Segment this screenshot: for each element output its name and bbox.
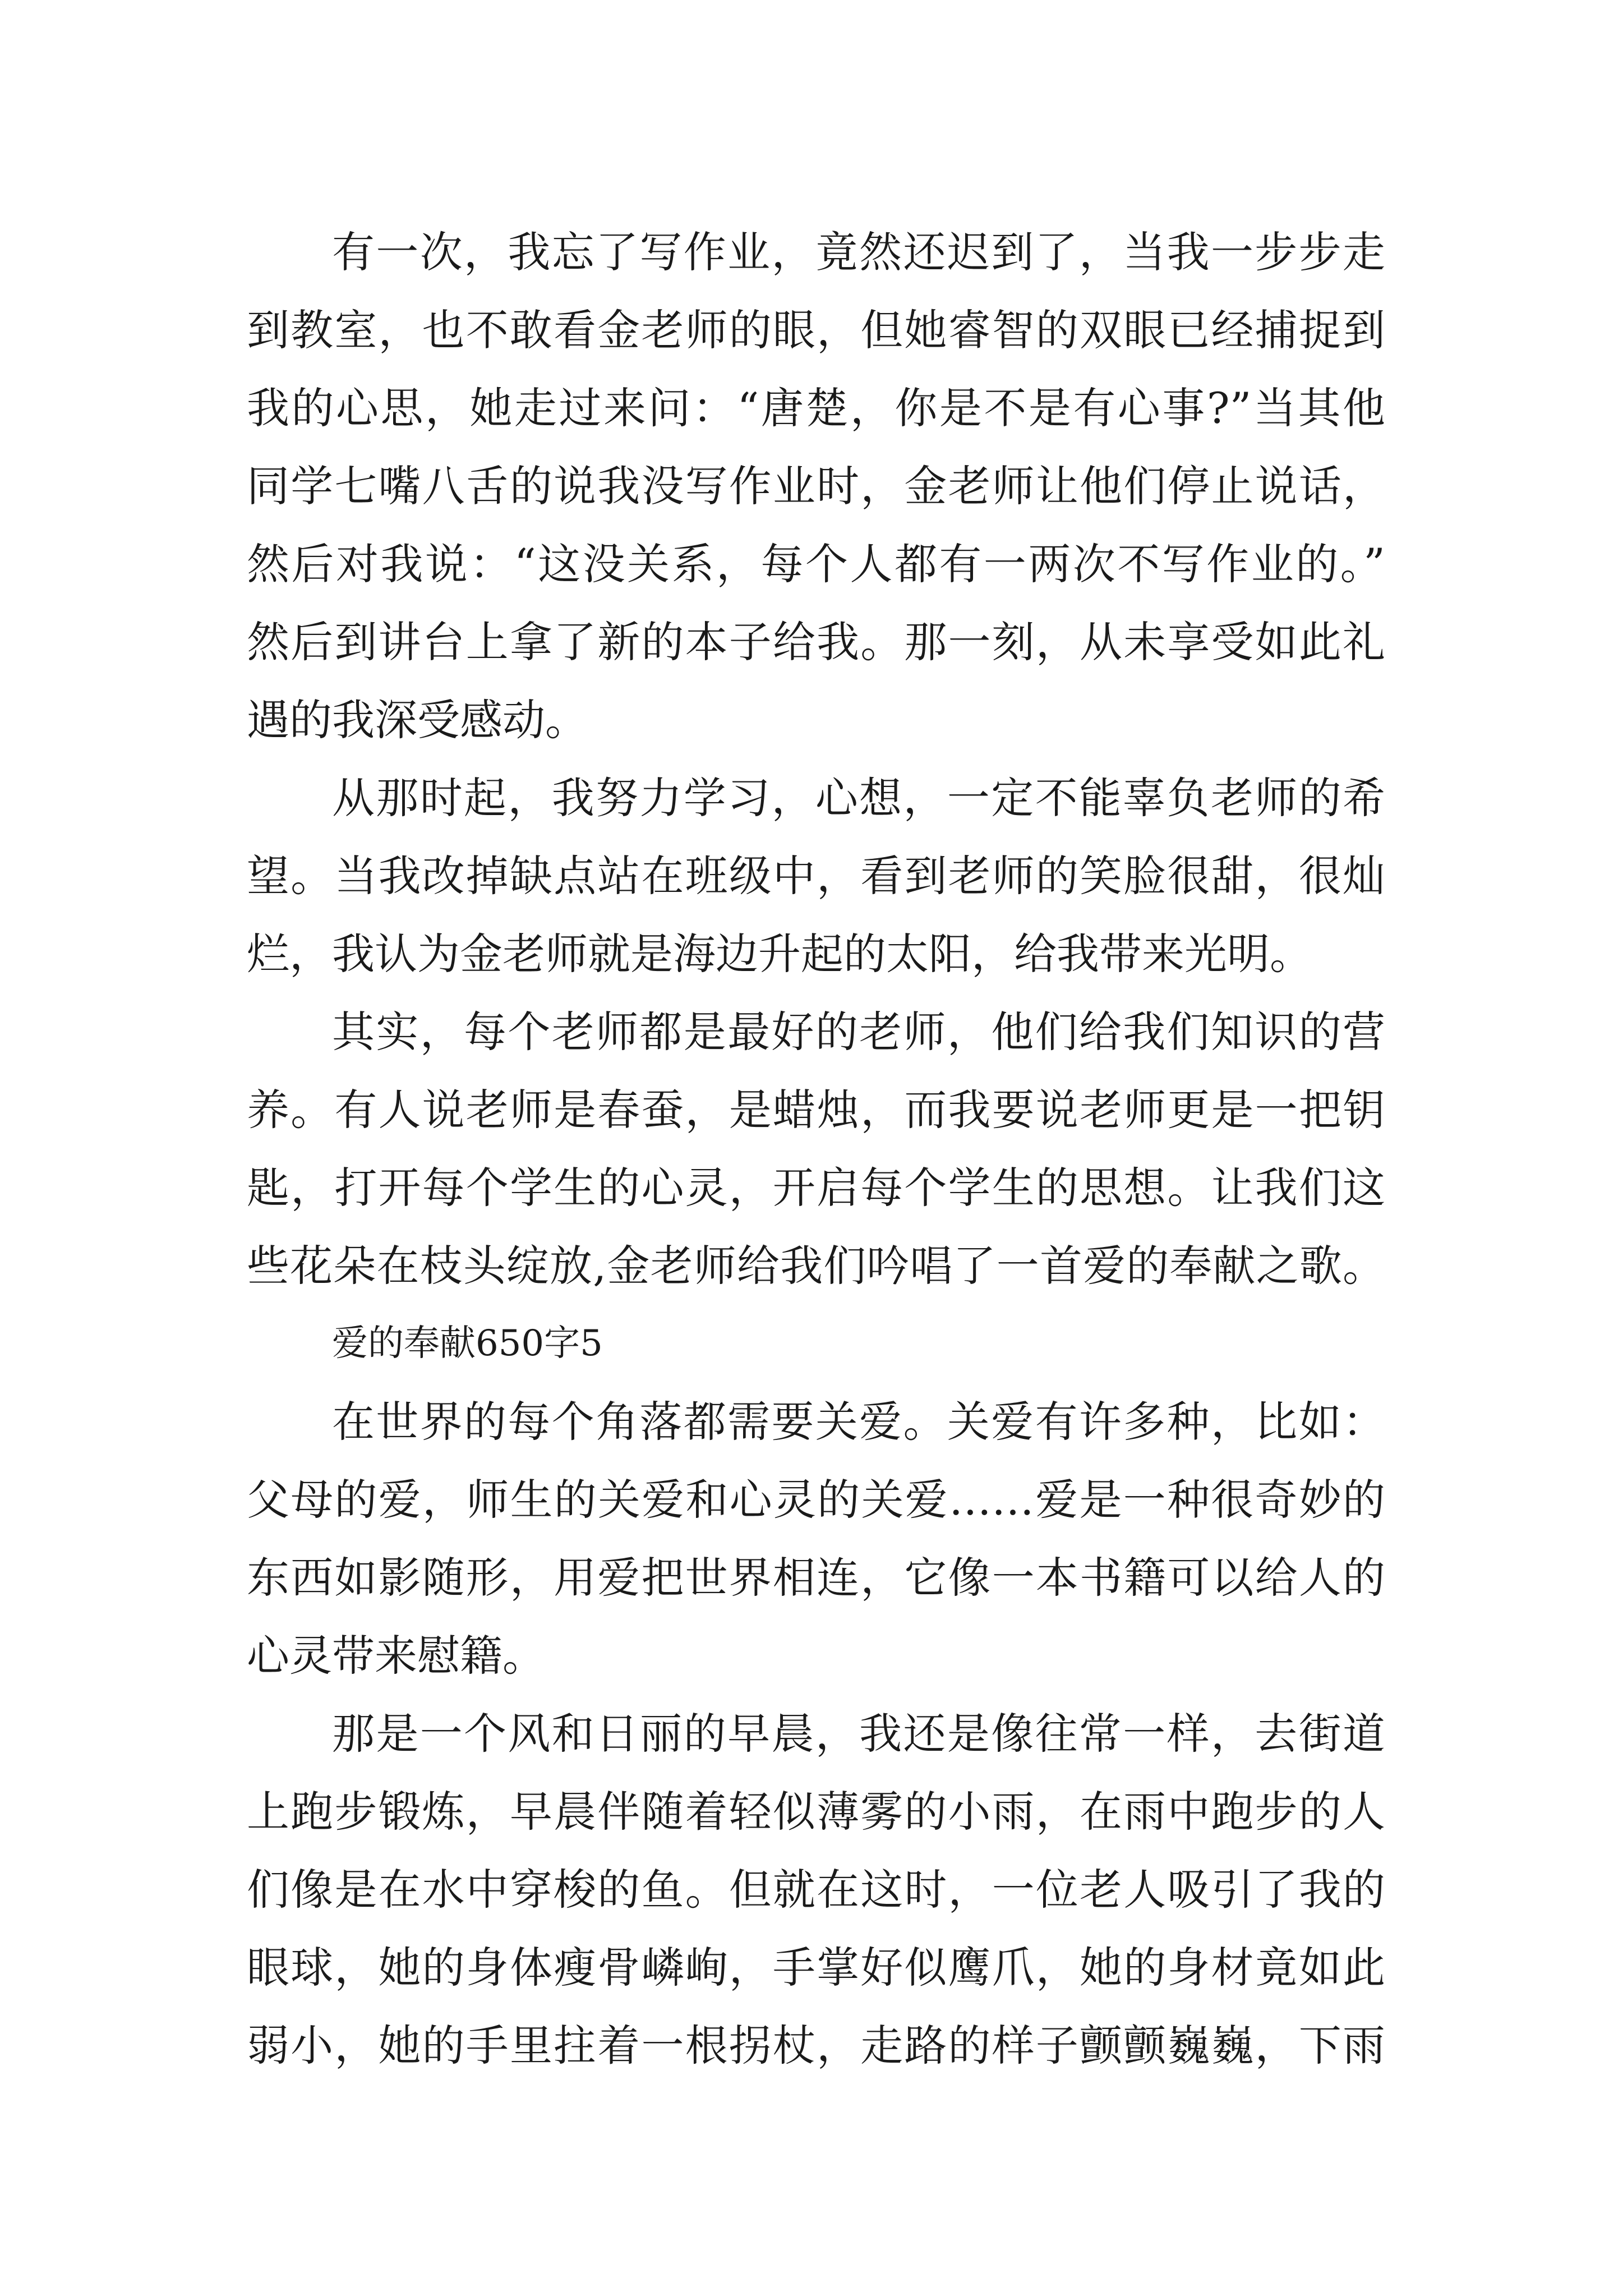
text-line: 些花朵在枝头绽放,金老师给我们吟唱了一首爱的奉献之歌。	[247, 1241, 1385, 1291]
text-line: 上跑步锻炼，早晨伴随着轻似薄雾的小雨，在雨中跑步的人	[247, 1787, 1385, 1837]
text-line: 眼球，她的身体瘦骨嶙峋，手掌好似鹰爪，她的身材竟如此	[247, 1943, 1385, 1993]
text-line: 我的心思，她走过来问：“唐楚，你是不是有心事?”当其他	[247, 383, 1385, 433]
text-line: 有一次，我忘了写作业，竟然还迟到了，当我一步步走	[332, 227, 1385, 277]
text-line: 然后到讲台上拿了新的本子给我。那一刻，从未享受如此礼	[247, 617, 1385, 667]
text-line: 弱小，她的手里拄着一根拐杖，走路的样子颤颤巍巍，下雨	[247, 2021, 1385, 2070]
text-line: 在世界的每个角落都需要关爱。关爱有许多种，比如：	[332, 1397, 1385, 1447]
text-line: 同学七嘴八舌的说我没写作业时，金老师让他们停止说话，	[247, 461, 1385, 511]
section-heading: 爱的奉献650字5	[332, 1323, 603, 1364]
text-line: 心灵带来慰籍。	[247, 1631, 545, 1681]
text-line: 然后对我说：“这没关系，每个人都有一两次不写作业的。”	[247, 539, 1385, 589]
text-line: 养。有人说老师是春蚕，是蜡烛，而我要说老师更是一把钥	[247, 1085, 1385, 1135]
text-line: 其实，每个老师都是最好的老师，他们给我们知识的营	[332, 1007, 1385, 1057]
text-line: 遇的我深受感动。	[247, 695, 588, 745]
text-line: 从那时起，我努力学习，心想，一定不能辜负老师的希	[332, 773, 1385, 823]
text-line: 东西如影随形，用爱把世界相连，它像一本书籍可以给人的	[247, 1553, 1385, 1603]
text-line: 烂，我认为金老师就是海边升起的太阳，给我带来光明。	[247, 929, 1312, 979]
document-body	[247, 213, 1385, 2085]
text-line: 们像是在水中穿梭的鱼。但就在这时，一位老人吸引了我的	[247, 1865, 1385, 1915]
text-line: 到教室，也不敢看金老师的眼，但她睿智的双眼已经捕捉到	[247, 305, 1385, 355]
text-line: 父母的爱，师生的关爱和心灵的关爱……爱是一种很奇妙的	[247, 1475, 1385, 1525]
text-line: 匙，打开每个学生的心灵，开启每个学生的思想。让我们这	[247, 1163, 1385, 1213]
text-line: 那是一个风和日丽的早晨，我还是像往常一样，去街道	[332, 1709, 1385, 1759]
text-line: 望。当我改掉缺点站在班级中，看到老师的笑脸很甜，很灿	[247, 851, 1385, 901]
